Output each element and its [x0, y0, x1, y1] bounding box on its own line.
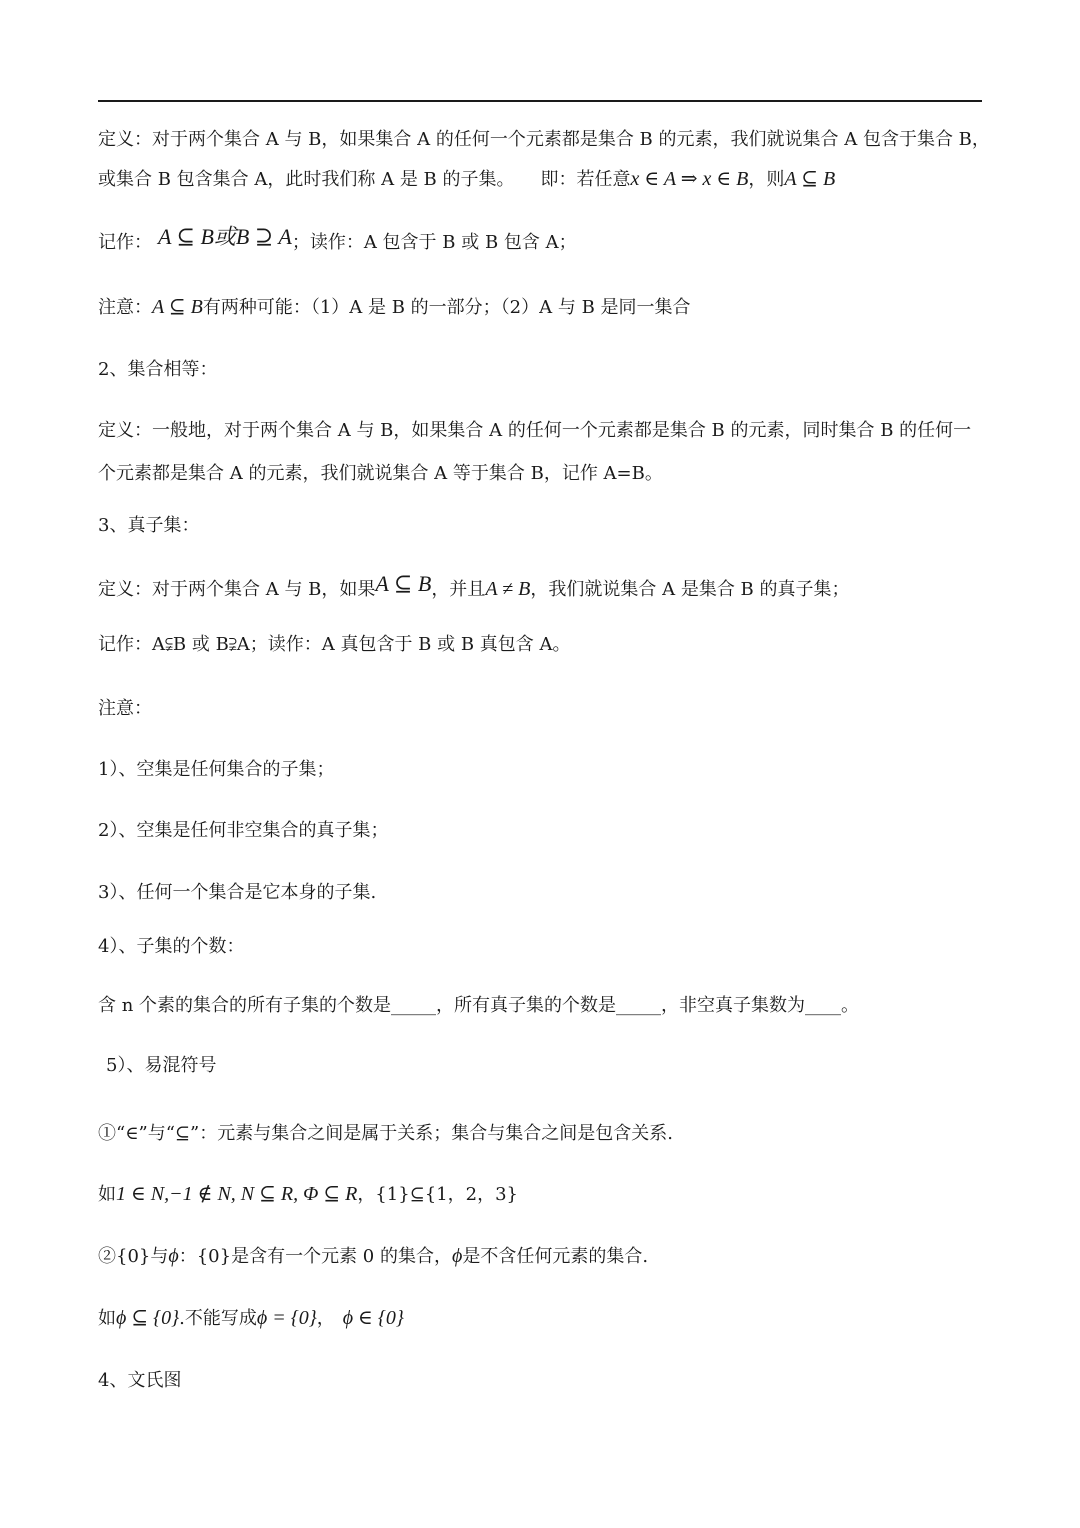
note-item-4: 4）、子集的个数：	[98, 936, 245, 957]
proper-subset-definition-line: 定义：对于两个集合 A 与 B，如果A ⊆ B，并且A ≠ B，我们就说集合 A 是集合 B 的真子集；	[98, 571, 850, 600]
note-item-2: 2）、空集是任何非空集合的真子集；	[98, 820, 389, 841]
math-formula: A ≠ B	[485, 578, 531, 600]
section-heading-proper-subset: 3、真子集：	[98, 515, 200, 536]
confusing-symbols-example-1: 如1 ∈ N,−1 ∉ N, N ⊆ R, Φ ⊆ R，{1}⊆{1，2，3}	[98, 1183, 519, 1205]
section-heading-venn: 4、文氏图	[98, 1370, 182, 1391]
math-formula: A ⊆ B或B ⊇ A	[158, 224, 292, 249]
note-item-3: 3）、任何一个集合是它本身的子集.	[98, 882, 377, 903]
note-item-5: 5）、易混符号	[106, 1055, 217, 1076]
equal-sets-definition-line-1: 定义：一般地，对于两个集合 A 与 B，如果集合 A 的任何一个元素都是集合 B 的元素，同时集合 B 的任何一	[98, 420, 972, 441]
subset-definition-line-1: 定义：对于两个集合 A 与 B，如果集合 A 的任何一个元素都是集合 B 的元素，我们就说集合 A 包含于集合 B，	[98, 129, 990, 150]
confusing-symbols-line-1: ①“∈”与“⊆”：元素与集合之间是属于关系；集合与集合之间是包含关系.	[98, 1123, 673, 1144]
math-formula: ϕ ∈ {0}	[342, 1307, 404, 1329]
header-rule	[98, 100, 982, 102]
math-formula: ϕ	[451, 1245, 463, 1267]
math-formula: ϕ = {0}	[256, 1307, 317, 1329]
math-formula: A ⊆ B	[375, 571, 432, 596]
math-formula: ϕ	[168, 1245, 179, 1267]
math-formula: A ⊆ B	[784, 168, 836, 190]
proper-subset-notation-line: 记作：A⫋B 或 B⫌A；读作：A 真包含于 B 或 B 真包含 A。	[98, 634, 571, 655]
subset-count-line: 含 n 个素的集合的所有子集的个数是_____，所有真子集的个数是_____，非空真子集数为____。	[98, 995, 860, 1016]
note-item-1: 1）、空集是任何集合的子集；	[98, 759, 335, 780]
math-formula: 1 ∈ N,−1 ∉ N, N ⊆ R, Φ ⊆ R	[116, 1183, 358, 1205]
math-formula: x ∈ A ⇒ x ∈ B	[630, 168, 749, 190]
note-heading: 注意：	[98, 698, 152, 719]
subset-note-line: 注意：A ⊆ B有两种可能：（1）A 是 B 的一部分；（2）A 与 B 是同一集合	[98, 296, 691, 318]
math-formula: ϕ ⊆ {0}	[116, 1307, 180, 1329]
subset-definition-line-2: 或集合 B 包含集合 A，此时我们称 A 是 B 的子集。 即：若任意x ∈ A ⇒ x ∈ B，则A ⊆ B	[98, 168, 836, 190]
confusing-symbols-line-2: ②{0}与ϕ：{0}是含有一个元素 0 的集合，ϕ是不含任何元素的集合.	[98, 1245, 649, 1267]
confusing-symbols-example-2: 如ϕ ⊆ {0}.不能写成ϕ = {0}， ϕ ∈ {0}	[98, 1307, 404, 1329]
section-heading-equal-sets: 2、集合相等：	[98, 359, 218, 380]
equal-sets-definition-line-2: 个元素都是集合 A 的元素，我们就说集合 A 等于集合 B，记作 A=B。	[98, 463, 663, 484]
subset-notation-line: 记作： A ⊆ B或B ⊇ A；读作：A 包含于 B 或 B 包含 A；	[98, 224, 577, 253]
math-formula: A ⊆ B	[152, 296, 203, 318]
